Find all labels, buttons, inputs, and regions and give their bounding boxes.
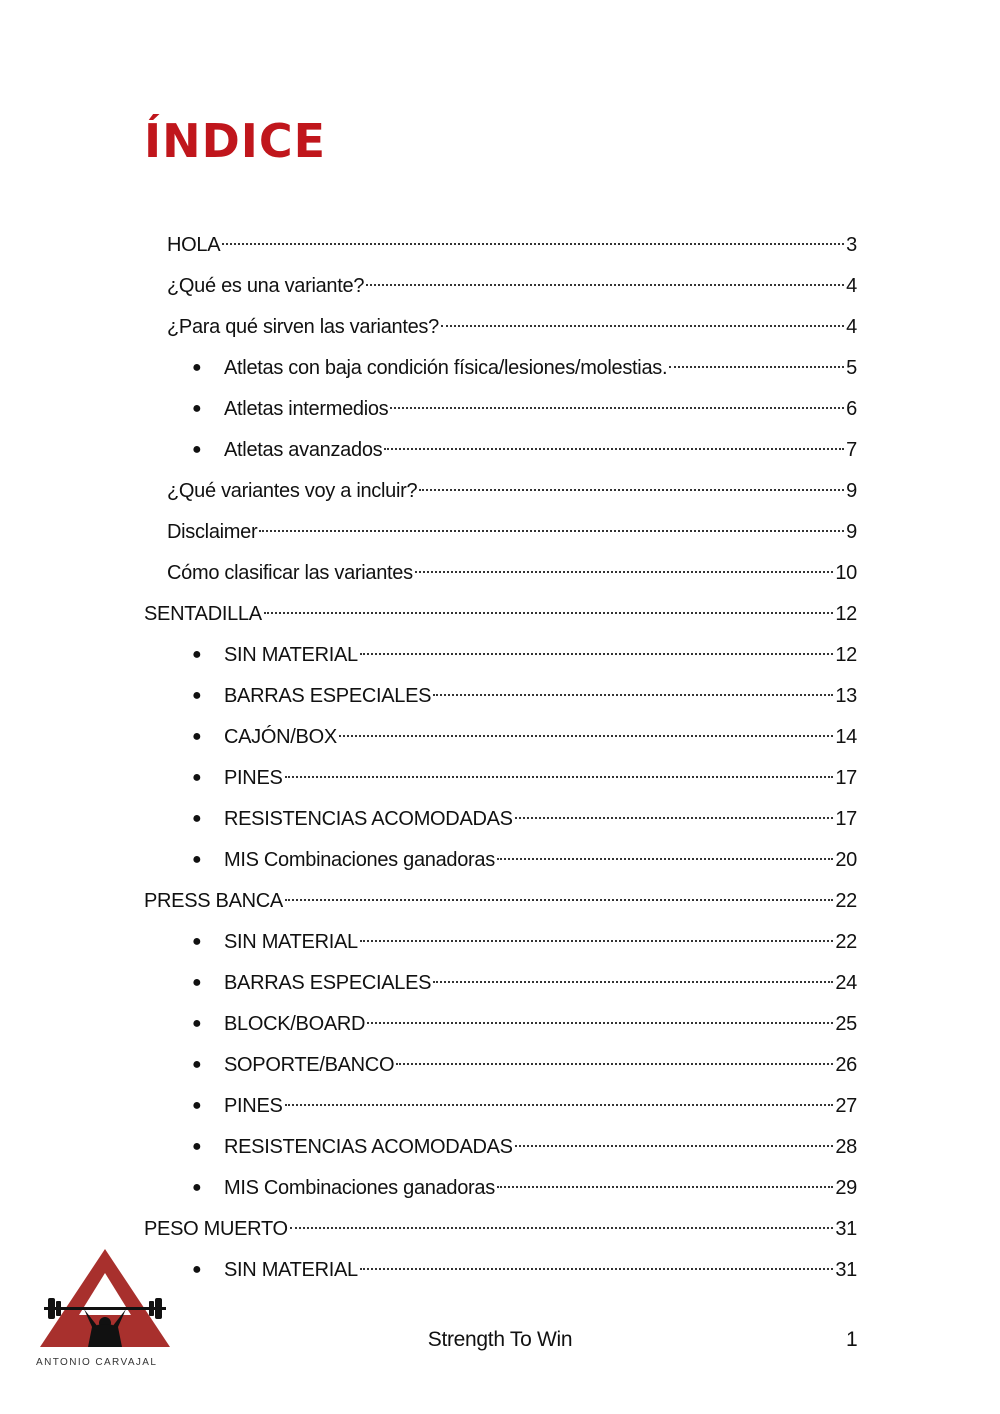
toc-entry-text: Disclaimer xyxy=(167,521,258,543)
toc-entry[interactable] xyxy=(192,1250,857,1290)
toc-entry[interactable] xyxy=(144,594,857,634)
toc-dot-leader xyxy=(367,1022,833,1024)
toc-dot-leader xyxy=(360,1268,834,1270)
toc-entry-page: 17 xyxy=(835,808,857,830)
toc-entry-page: 24 xyxy=(835,972,857,994)
toc-entry[interactable] xyxy=(192,1045,857,1085)
toc-entry-text: BLOCK/BOARD xyxy=(224,1013,366,1035)
bullet-icon: ● xyxy=(192,1056,202,1073)
toc-entry-text: SIN MATERIAL xyxy=(224,1259,358,1281)
toc-entry-page: 5 xyxy=(846,357,857,379)
toc-entry-page: 29 xyxy=(835,1177,857,1199)
toc-entry[interactable] xyxy=(167,471,857,511)
toc-dot-leader xyxy=(669,366,844,368)
toc-entry-page: 27 xyxy=(835,1095,857,1117)
toc-entry-page: 9 xyxy=(846,521,857,543)
toc-entry[interactable] xyxy=(192,717,857,757)
toc-entry-page: 22 xyxy=(835,890,857,912)
toc-entry-text: SOPORTE/BANCO xyxy=(224,1054,395,1076)
toc-entry-text: Cómo clasificar las variantes xyxy=(167,562,413,584)
toc-entry[interactable] xyxy=(192,1127,857,1167)
toc-entry-page: 7 xyxy=(846,439,857,461)
toc-entry-text: Atletas intermedios xyxy=(224,398,389,420)
bullet-icon: ● xyxy=(192,646,202,663)
toc-dot-leader xyxy=(285,776,834,778)
toc-dot-leader xyxy=(433,981,833,983)
toc-dot-leader xyxy=(222,243,844,245)
toc-entry-text: RESISTENCIAS ACOMODADAS xyxy=(224,808,513,830)
toc-entry[interactable] xyxy=(192,1004,857,1044)
toc-entry-text: BARRAS ESPECIALES xyxy=(224,972,432,994)
toc-entry[interactable] xyxy=(192,799,857,839)
toc-entry-text: MIS Combinaciones ganadoras xyxy=(224,1177,495,1199)
toc-entry[interactable] xyxy=(167,225,857,265)
toc-entry-page: 25 xyxy=(835,1013,857,1035)
toc-entry-page: 20 xyxy=(835,849,857,871)
toc-dot-leader xyxy=(433,694,833,696)
toc-entry[interactable] xyxy=(192,1168,857,1208)
toc-entry-text: ¿Qué es una variante? xyxy=(167,275,365,297)
toc-dot-leader xyxy=(419,489,844,491)
bullet-icon: ● xyxy=(192,1179,202,1196)
bullet-icon: ● xyxy=(192,441,202,458)
toc-dot-leader xyxy=(264,612,834,614)
bullet-icon: ● xyxy=(192,400,202,417)
toc-entry-page: 6 xyxy=(846,398,857,420)
bullet-icon: ● xyxy=(192,728,202,745)
toc-dot-leader xyxy=(515,1145,834,1147)
toc-entry[interactable] xyxy=(192,840,857,880)
bullet-icon: ● xyxy=(192,1015,202,1032)
toc-dot-leader xyxy=(441,325,844,327)
toc-entry-text: MIS Combinaciones ganadoras xyxy=(224,849,495,871)
toc-entry-text: Atletas con baja condición física/lesiones/molestias. xyxy=(224,357,668,379)
footer-text: Strength To Win xyxy=(427,1328,573,1351)
toc-entry[interactable] xyxy=(192,922,857,962)
toc-entry[interactable] xyxy=(167,266,857,306)
page-number: 1 xyxy=(846,1328,858,1351)
toc-entry[interactable] xyxy=(144,881,857,921)
bullet-icon: ● xyxy=(192,1097,202,1114)
logo-text: ANTONIO CARVAJAL xyxy=(36,1357,158,1368)
bullet-icon: ● xyxy=(192,1261,202,1278)
toc-dot-leader xyxy=(285,899,833,901)
toc-entry-text: PINES xyxy=(224,767,283,789)
toc-entry-page: 9 xyxy=(846,480,857,502)
toc-entry[interactable] xyxy=(192,348,857,388)
toc-entry-text: HOLA xyxy=(167,234,221,256)
toc-entry-page: 31 xyxy=(835,1218,857,1240)
toc-entry[interactable] xyxy=(192,1086,857,1126)
toc-entry-page: 13 xyxy=(835,685,857,707)
toc-dot-leader xyxy=(290,1227,834,1229)
toc-dot-leader xyxy=(390,407,844,409)
toc-dot-leader xyxy=(366,284,844,286)
toc-entry[interactable] xyxy=(192,635,857,675)
toc-dot-leader xyxy=(396,1063,833,1065)
toc-dot-leader xyxy=(497,858,833,860)
toc-entry[interactable] xyxy=(192,758,857,798)
bullet-icon: ● xyxy=(192,359,202,376)
toc-entry[interactable] xyxy=(167,553,857,593)
bullet-icon: ● xyxy=(192,974,202,991)
toc-entry[interactable] xyxy=(144,1209,857,1249)
toc-entry-text: BARRAS ESPECIALES xyxy=(224,685,432,707)
toc-entry-page: 31 xyxy=(835,1259,857,1281)
toc-dot-leader xyxy=(384,448,844,450)
toc-dot-leader xyxy=(339,735,833,737)
toc-entry-text: Atletas avanzados xyxy=(224,439,383,461)
toc-entry-page: 10 xyxy=(835,562,857,584)
toc-entry[interactable] xyxy=(192,389,857,429)
toc-entry-text: CAJÓN/BOX xyxy=(224,726,337,748)
toc-entry-page: 3 xyxy=(846,234,857,256)
toc-entry[interactable] xyxy=(167,307,857,347)
bullet-icon: ● xyxy=(192,810,202,827)
toc-entry-page: 4 xyxy=(846,316,857,338)
bullet-icon: ● xyxy=(192,687,202,704)
toc-entry-page: 28 xyxy=(835,1136,857,1158)
toc-entry[interactable] xyxy=(192,963,857,1003)
toc-entry-text: PINES xyxy=(224,1095,283,1117)
toc-dot-leader xyxy=(360,653,834,655)
toc-entry-page: 12 xyxy=(835,603,857,625)
toc-entry-text: SIN MATERIAL xyxy=(224,644,358,666)
bullet-icon: ● xyxy=(192,933,202,950)
toc-dot-leader xyxy=(285,1104,834,1106)
toc-entry-page: 17 xyxy=(835,767,857,789)
toc-dot-leader xyxy=(497,1186,833,1188)
toc-dot-leader xyxy=(515,817,834,819)
toc-entry[interactable] xyxy=(192,676,857,716)
page-title: ÍNDICE xyxy=(144,114,327,168)
toc-dot-leader xyxy=(415,571,834,573)
toc-entry[interactable] xyxy=(192,430,857,470)
toc-dot-leader xyxy=(360,940,834,942)
toc-entry-page: 14 xyxy=(835,726,857,748)
toc-entry-text: ¿Para qué sirven las variantes? xyxy=(167,316,439,338)
toc-entry-text: SIN MATERIAL xyxy=(224,931,358,953)
toc-entry-text: RESISTENCIAS ACOMODADAS xyxy=(224,1136,513,1158)
toc-entry-text: PESO MUERTO xyxy=(144,1218,288,1240)
bullet-icon: ● xyxy=(192,769,202,786)
toc-dot-leader xyxy=(259,530,844,532)
toc-entry-text: PRESS BANCA xyxy=(144,890,283,912)
toc-entry-text: ¿Qué variantes voy a incluir? xyxy=(167,480,418,502)
toc-entry-page: 12 xyxy=(835,644,857,666)
toc-entry-text: SENTADILLA xyxy=(144,603,262,625)
toc-entry-page: 4 xyxy=(846,275,857,297)
bullet-icon: ● xyxy=(192,1138,202,1155)
toc-entry[interactable] xyxy=(167,512,857,552)
toc-entry-page: 26 xyxy=(835,1054,857,1076)
toc-entry-page: 22 xyxy=(835,931,857,953)
bullet-icon: ● xyxy=(192,851,202,868)
